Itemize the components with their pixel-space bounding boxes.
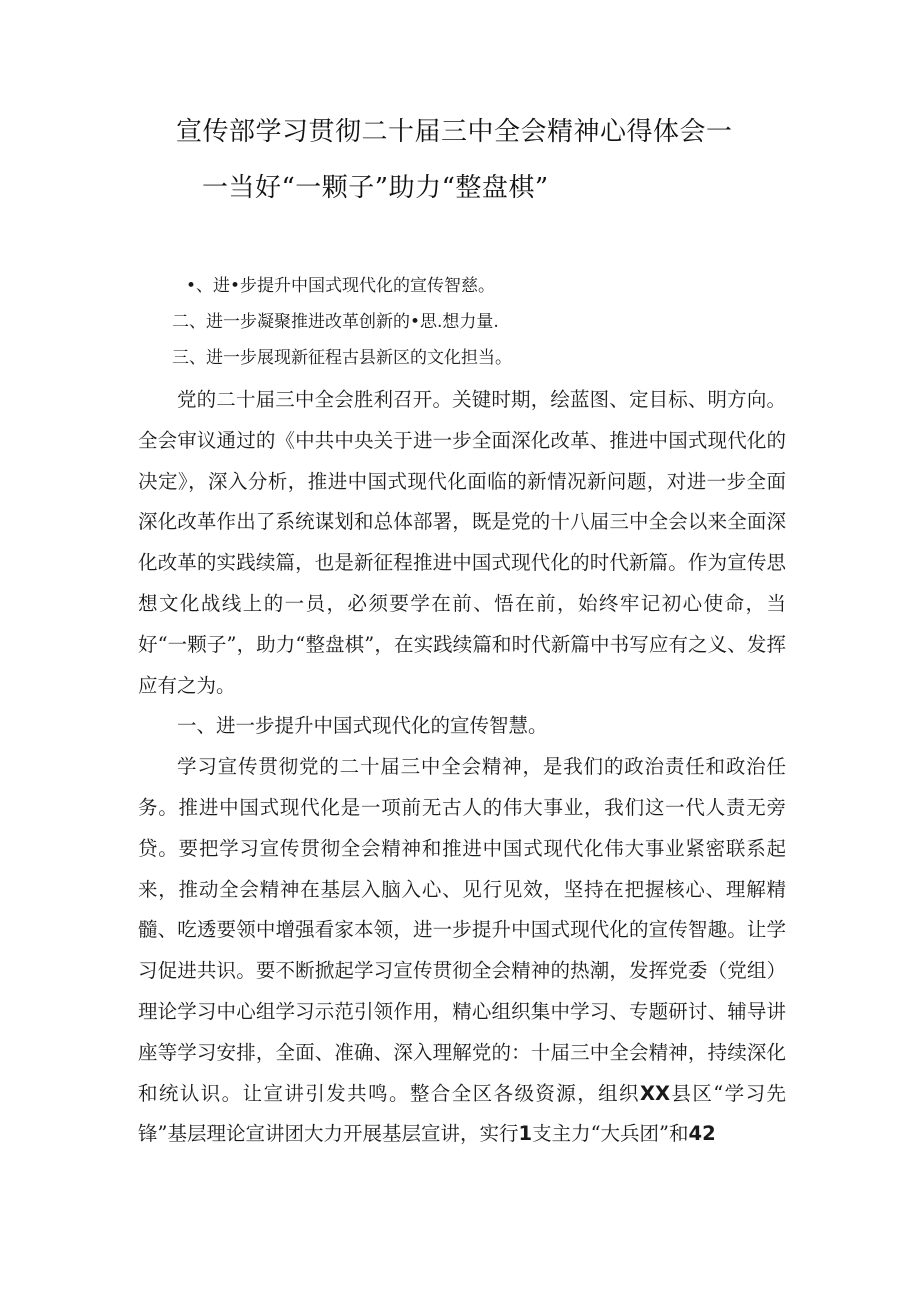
paragraph-section-1	[138, 747, 786, 1155]
bold-1: 1	[518, 1122, 533, 1146]
paragraph-section-1-text: 学习宣传贯彻党的二十届三中全会精神，是我们的政治责任和政治任务。推进中国式现代化是一项前无古人的伟大事业，我们这一代人责无旁贷。要把学习宣传贯彻全会精神和推进中国式现代化伟大事业紧密联系起来，推动全会精神在基层入脑入心、见行见效，坚持在把握核心、理解精髓、吃透要领中增强看家本领，进一步提升中国式现代化的宣传智趣。让学习促进共识。要不断掀起学习宣传贯彻全会精神的热潮，发挥党委（党组）理论学习中心组学习示范引领作用，精心组织集中学习、专题研讨、辅导讲座等学习安排，全面、准确、深入理解党的：十届三中全会精神，持续深化和统认识。让宣讲引发共鸣。整合全区各级资源，组织	[138, 755, 786, 1105]
paragraph-intro: 党的二十届三中全会胜利召开。关键时期，绘蓝图、定目标、明方向。全会审议通过的《中共中央关于进一步全面深化改革、推进中国式现代化的决定》，深入分析，推进中国式现代化面临的新情况新问题，对进一步全面深化改革作出了系统谋划和总体部署，既是党的十八届三中全会以来全面深化改革的实践续篇，也是新征程推进中国式现代化的时代新篇。作为宣传思想文化战线上的一员，必须要学在前、悟在前，始终牢记初心使命，当好“一颗子”，助力“整盘棋”，在实践续篇和时代新篇中书写应有之义、发挥应有之为。	[138, 388, 786, 697]
section-heading-1: 一、进一步提升中国式现代化的宣传智慧。	[177, 714, 548, 738]
paragraph-tail-a: 县区“学习先锋”基层理论宣讲团大力开展基层宣讲，实行	[138, 1081, 786, 1146]
title-line-1: 宣传部学习贯彻二十届三中全会精神心得体会一	[176, 117, 733, 147]
bold-xx: XX	[639, 1081, 671, 1105]
outline-list	[138, 268, 798, 376]
paragraph-tail-b: 支主力“大兵团”和	[532, 1122, 689, 1146]
document-title	[176, 104, 796, 216]
document-body	[138, 380, 786, 1155]
outline-item-2: 二、进一步凝聚推进改革创新的•思.想力量.	[172, 312, 499, 332]
bold-42: 42	[688, 1122, 716, 1146]
outline-item-3: 三、进一步展现新征程古县新区的文化担当。	[172, 348, 512, 368]
title-line-2: 一当好“一颗子”助力“整盘棋”	[202, 173, 549, 203]
outline-item-1: •、进•步提升中国式现代化的宣传智慈。	[186, 276, 496, 296]
